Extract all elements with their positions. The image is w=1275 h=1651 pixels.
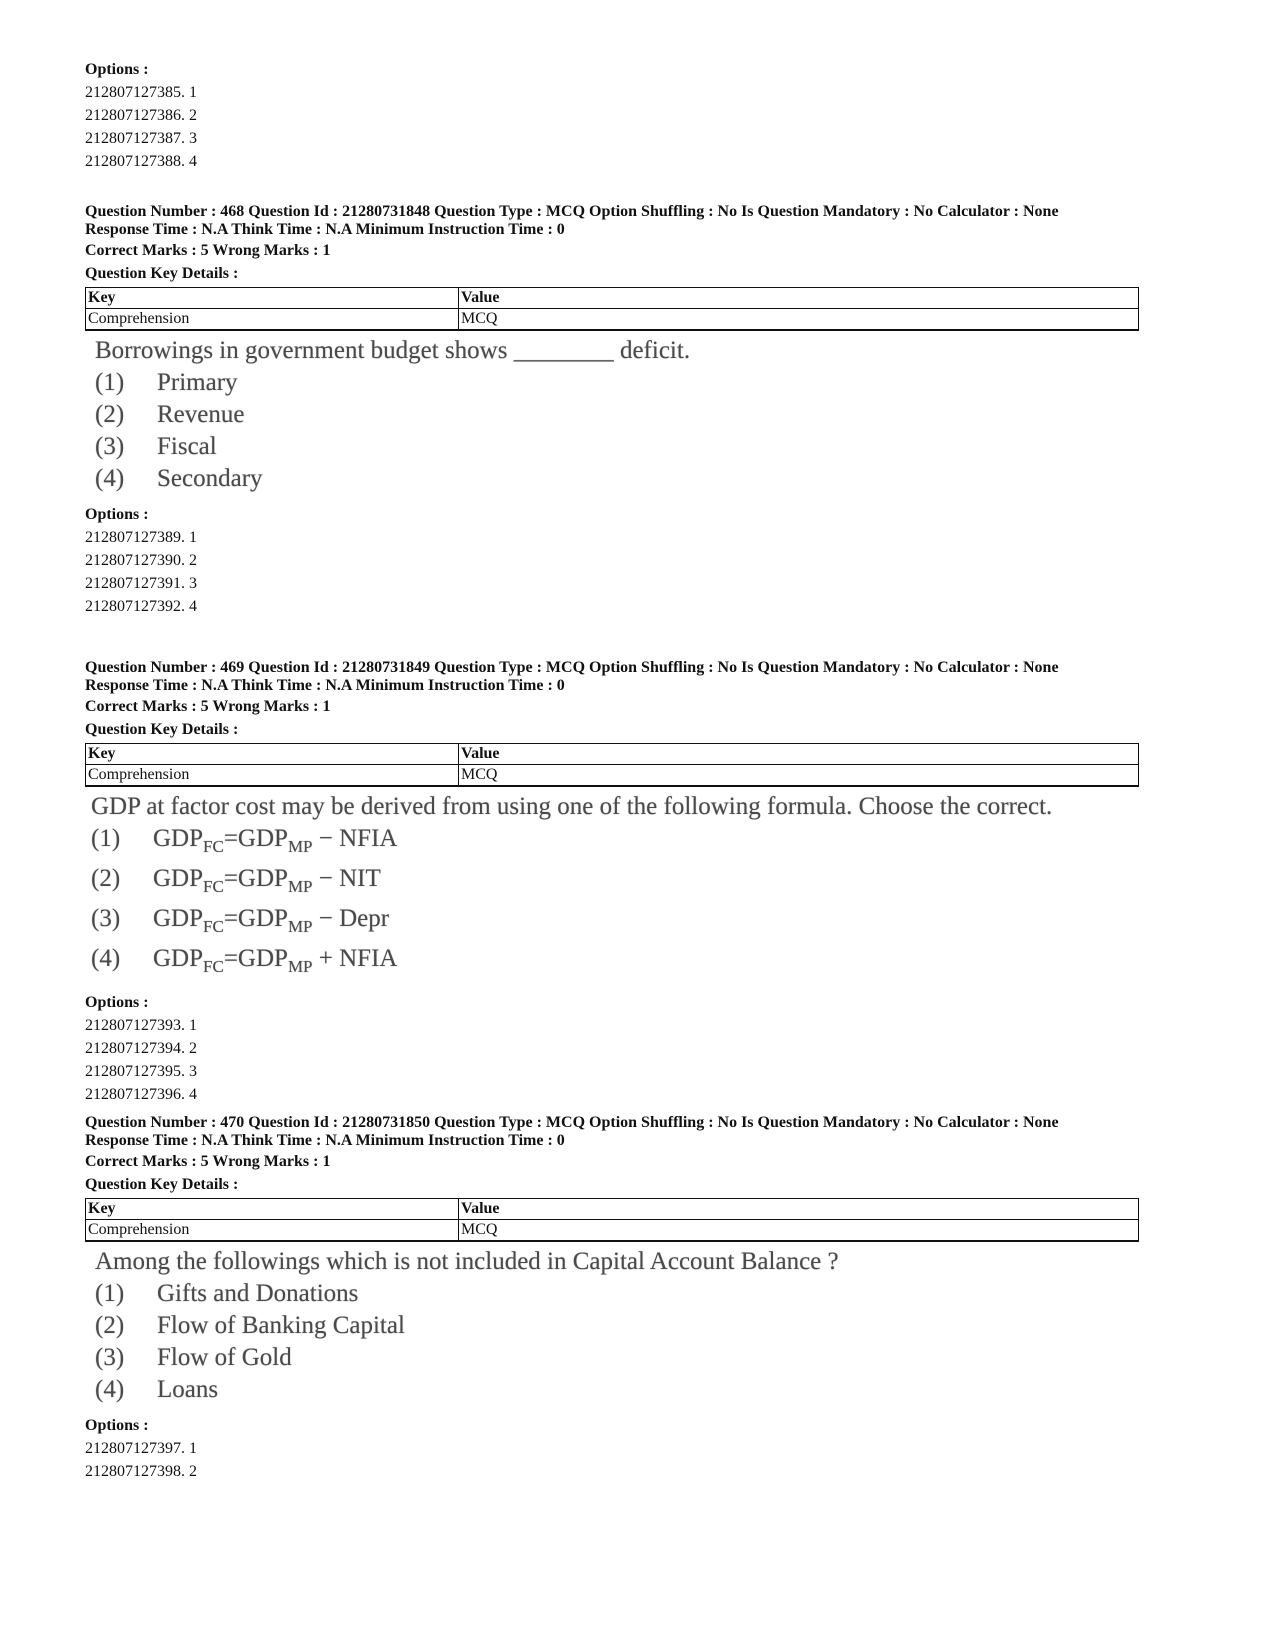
choice-item bbox=[95, 1310, 1140, 1342]
formula-equals: = bbox=[223, 865, 238, 892]
question-meta-line1: Question Number : 470 Question Id : 21280731850 Question Type : MCQ Option Shuffling : No Is Question Mandatory : No Calculator : None bbox=[85, 1114, 1059, 1131]
question-text: Borrowings in government budget shows ________ deficit. bbox=[95, 337, 691, 364]
option-item: 212807127391. 3 bbox=[85, 575, 197, 592]
option-item: 212807127398. 2 bbox=[85, 1463, 197, 1480]
options-label: Options : bbox=[85, 1417, 149, 1434]
formula bbox=[153, 823, 397, 863]
formula-rhs-subscript: MP bbox=[287, 957, 313, 976]
formula-rhs-subscript: MP bbox=[287, 917, 313, 936]
options-label: Options : bbox=[85, 994, 149, 1011]
question-text: GDP at factor cost may be derived from using one of the following formula. Choose the correct. bbox=[91, 793, 1053, 820]
choice-item bbox=[95, 1342, 1140, 1374]
option-item: 212807127392. 4 bbox=[85, 598, 197, 615]
key-details-table bbox=[85, 287, 1139, 331]
option-item: 212807127397. 1 bbox=[85, 1440, 197, 1457]
table-cell-value: MCQ bbox=[459, 765, 1139, 787]
choice-text: Loans bbox=[157, 1376, 219, 1403]
formula-operator: − bbox=[312, 825, 340, 852]
formula-choice-item bbox=[91, 823, 1140, 863]
table-header-value: Value bbox=[459, 744, 1139, 765]
table-cell-key: Comprehension bbox=[86, 309, 459, 331]
choice-number: (4) bbox=[95, 465, 125, 492]
formula-rhs: GDP bbox=[237, 865, 288, 892]
option-item: 212807127386. 2 bbox=[85, 107, 197, 124]
options-label: Options : bbox=[85, 61, 149, 78]
choice-text: Fiscal bbox=[157, 433, 217, 460]
table-header-key: Key bbox=[86, 1199, 459, 1220]
choice-text: Secondary bbox=[157, 465, 263, 492]
question-image bbox=[85, 1246, 1140, 1406]
options-block bbox=[85, 991, 1140, 1106]
table-header-value: Value bbox=[459, 1199, 1139, 1220]
options-block bbox=[85, 1414, 1140, 1483]
choice-item bbox=[95, 367, 1140, 399]
table-header-key: Key bbox=[86, 744, 459, 765]
table-header-key: Key bbox=[86, 288, 459, 309]
key-details-label: Question Key Details : bbox=[85, 265, 239, 282]
table-header-row bbox=[86, 288, 1139, 309]
choice-number: (3) bbox=[95, 1344, 125, 1371]
table-cell-value: MCQ bbox=[459, 309, 1139, 331]
option-item: 212807127388. 4 bbox=[85, 153, 197, 170]
table-header-row bbox=[86, 1199, 1139, 1220]
table-row bbox=[86, 1220, 1139, 1242]
table-row bbox=[86, 309, 1139, 331]
choice-item bbox=[95, 463, 1140, 495]
option-item: 212807127395. 3 bbox=[85, 1063, 197, 1080]
question-block-470 bbox=[85, 1114, 1140, 1483]
choice-number: (4) bbox=[95, 1376, 125, 1403]
formula-lhs-subscript: FC bbox=[203, 837, 224, 856]
choice-number: (4) bbox=[91, 945, 121, 972]
formula-choice-item bbox=[91, 903, 1140, 943]
option-item: 212807127387. 3 bbox=[85, 130, 197, 147]
formula bbox=[153, 863, 381, 903]
formula-rhs-subscript: MP bbox=[287, 837, 313, 856]
formula-choice-item bbox=[91, 863, 1140, 903]
formula-term: NFIA bbox=[339, 945, 398, 972]
question-meta-line2: Response Time : N.A Think Time : N.A Minimum Instruction Time : 0 bbox=[85, 1132, 565, 1149]
formula-term: Depr bbox=[339, 905, 390, 932]
formula-lhs: GDP bbox=[153, 865, 204, 892]
choice-number: (1) bbox=[95, 369, 125, 396]
formula-rhs-subscript: MP bbox=[287, 877, 313, 896]
question-marks: Correct Marks : 5 Wrong Marks : 1 bbox=[85, 1153, 331, 1170]
formula-operator: + bbox=[312, 945, 340, 972]
formula-equals: = bbox=[223, 905, 238, 932]
option-item: 212807127389. 1 bbox=[85, 529, 197, 546]
options-label: Options : bbox=[85, 506, 149, 523]
formula-lhs-subscript: FC bbox=[203, 917, 224, 936]
formula-choice-item bbox=[91, 943, 1140, 983]
choice-item bbox=[95, 431, 1140, 463]
question-block-469 bbox=[85, 659, 1140, 1106]
formula-rhs: GDP bbox=[237, 905, 288, 932]
formula-lhs: GDP bbox=[153, 825, 204, 852]
formula-lhs: GDP bbox=[153, 905, 204, 932]
question-meta-line1: Question Number : 469 Question Id : 21280731849 Question Type : MCQ Option Shuffling : No Is Question Mandatory : No Calculator : None bbox=[85, 659, 1059, 676]
choice-number: (2) bbox=[95, 1312, 125, 1339]
option-item: 212807127394. 2 bbox=[85, 1040, 197, 1057]
formula-lhs-subscript: FC bbox=[203, 877, 224, 896]
key-details-table bbox=[85, 1198, 1139, 1242]
choice-text: Gifts and Donations bbox=[157, 1280, 359, 1307]
formula-rhs: GDP bbox=[237, 825, 288, 852]
option-item: 212807127390. 2 bbox=[85, 552, 197, 569]
question-text: Among the followings which is not included in Capital Account Balance ? bbox=[95, 1248, 839, 1275]
question-block-468 bbox=[85, 203, 1140, 618]
question-meta-line1: Question Number : 468 Question Id : 21280731848 Question Type : MCQ Option Shuffling : No Is Question Mandatory : No Calculator : None bbox=[85, 203, 1059, 220]
choice-text: Flow of Gold bbox=[157, 1344, 292, 1371]
table-cell-value: MCQ bbox=[459, 1220, 1139, 1242]
option-item: 212807127393. 1 bbox=[85, 1017, 197, 1034]
option-item: 212807127396. 4 bbox=[85, 1086, 197, 1103]
choice-text: Primary bbox=[157, 369, 238, 396]
table-row bbox=[86, 765, 1139, 787]
question-marks: Correct Marks : 5 Wrong Marks : 1 bbox=[85, 242, 331, 259]
key-details-label: Question Key Details : bbox=[85, 1176, 239, 1193]
formula-lhs: GDP bbox=[153, 945, 204, 972]
formula-lhs-subscript: FC bbox=[203, 957, 224, 976]
choice-number: (3) bbox=[91, 905, 121, 932]
question-image bbox=[85, 335, 1140, 495]
formula bbox=[153, 903, 389, 943]
formula-term: NIT bbox=[339, 865, 381, 892]
option-item: 212807127385. 1 bbox=[85, 84, 197, 101]
question-meta-line2: Response Time : N.A Think Time : N.A Minimum Instruction Time : 0 bbox=[85, 677, 565, 694]
choice-number: (1) bbox=[91, 825, 121, 852]
choice-number: (2) bbox=[95, 401, 125, 428]
question-meta-line2: Response Time : N.A Think Time : N.A Minimum Instruction Time : 0 bbox=[85, 221, 565, 238]
choice-item bbox=[95, 1374, 1140, 1406]
choice-text: Flow of Banking Capital bbox=[157, 1312, 405, 1339]
question-image bbox=[85, 791, 1140, 983]
options-block-previous bbox=[85, 58, 1140, 173]
question-marks: Correct Marks : 5 Wrong Marks : 1 bbox=[85, 698, 331, 715]
key-details-table bbox=[85, 743, 1139, 787]
choice-item bbox=[95, 399, 1140, 431]
formula-equals: = bbox=[223, 945, 238, 972]
table-cell-key: Comprehension bbox=[86, 765, 459, 787]
choice-item bbox=[95, 1278, 1140, 1310]
formula-equals: = bbox=[223, 825, 238, 852]
choice-number: (1) bbox=[95, 1280, 125, 1307]
formula-term: NFIA bbox=[339, 825, 398, 852]
choice-number: (2) bbox=[91, 865, 121, 892]
formula bbox=[153, 943, 397, 983]
choice-number: (3) bbox=[95, 433, 125, 460]
formula-rhs: GDP bbox=[237, 945, 288, 972]
key-details-label: Question Key Details : bbox=[85, 721, 239, 738]
options-block bbox=[85, 503, 1140, 618]
formula-operator: − bbox=[312, 905, 340, 932]
table-header-value: Value bbox=[459, 288, 1139, 309]
formula-operator: − bbox=[312, 865, 340, 892]
choice-text: Revenue bbox=[157, 401, 245, 428]
table-cell-key: Comprehension bbox=[86, 1220, 459, 1242]
table-header-row bbox=[86, 744, 1139, 765]
